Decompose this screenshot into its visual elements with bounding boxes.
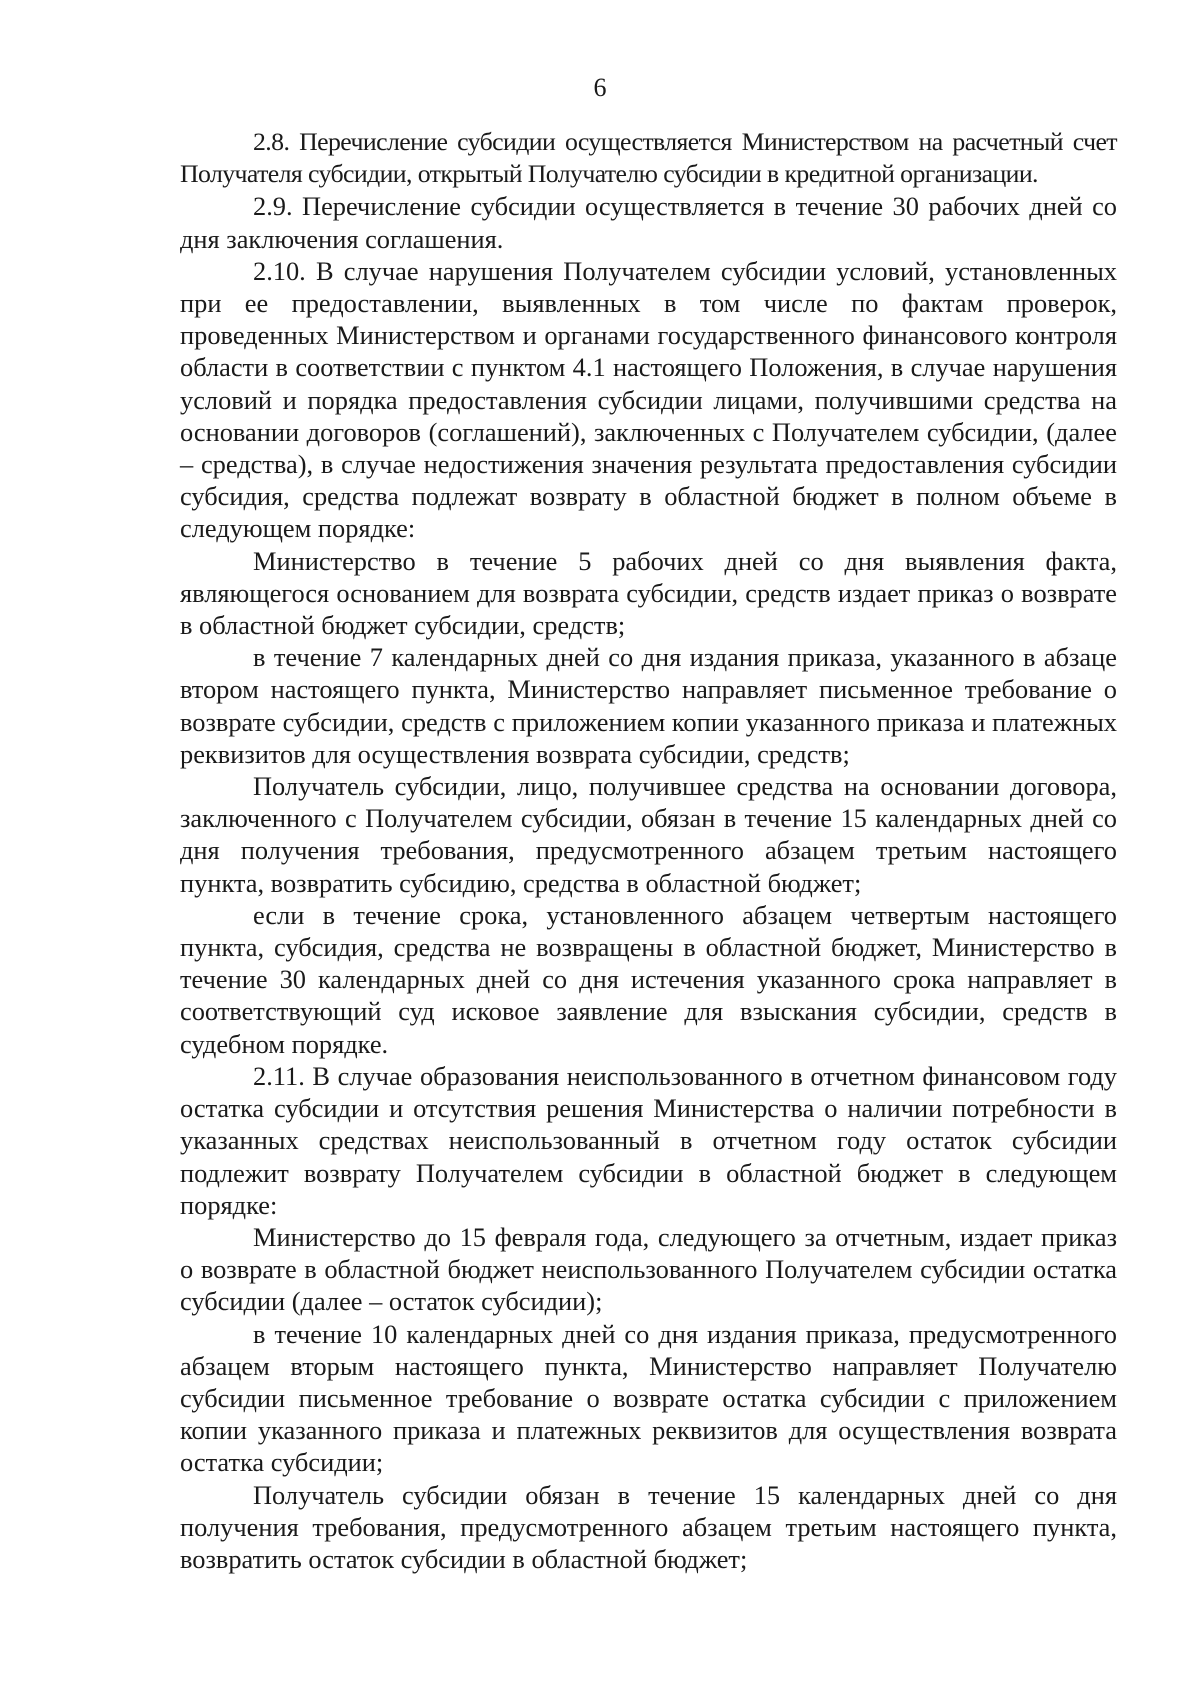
- paragraph-2-8: 2.8. Перечисление субсидии осуществляется Министерством на расчетный счет Получателя субсидии, открытый Получателю субсидии в кредитной организации.: [180, 127, 1117, 189]
- paragraph-2-9: 2.9. Перечисление субсидии осуществляется в течение 30 рабочих дней со дня заключения соглашения.: [180, 191, 1117, 254]
- page-number: 6: [593, 73, 607, 102]
- paragraph-2-10-recipient-return: Получатель субсидии, лицо, получившее средства на основании договора, заключенного с Получателем субсидии, обязан в течение 15 календарных дней со дня получения требования, предусмотренного абзацем третьим настоящего пункта, возвратить субсидию, средства в областной бюджет;: [180, 771, 1117, 898]
- paragraph-2-11-recipient-return: Получатель субсидии обязан в течение 15 календарных дней со дня получения требования, предусмотренного абзацем третьим настоящего пункта, возвратить остаток субсидии в областной бюджет;: [180, 1479, 1117, 1574]
- paragraph-2-10-ministry-order: Министерство в течение 5 рабочих дней со дня выявления факта, являющегося основанием для возврата субсидии, средств издает приказ о возврате в областной бюджет субсидии, средств;: [180, 545, 1117, 641]
- paragraph-2-11-ministry-order: Министерство до 15 февраля года, следующего за отчетным, издает приказ о возврате в областной бюджет неиспользованного Получателем субсидии остатка субсидии (далее – остаток субсидии);: [180, 1221, 1117, 1317]
- paragraph-2-10-court-claim: если в течение срока, установленного абзацем четвертым настоящего пункта, субсидия, средства не возвращены в областной бюджет, Министерство в течение 30 календарных дней со дня истечения указанного срока направляет в соответствующий суд исковое заявление для взыскания субсидии, средств в судебном порядке.: [180, 899, 1117, 1059]
- paragraph-2-11-written-demand: в течение 10 календарных дней со дня издания приказа, предусмотренного абзацем вторым настоящего пункта, Министерство направляет Получателю субсидии письменное требование о возврате остатка субсидии с приложением копии указанного приказа и платежных реквизитов для осуществления возврата остатка субсидии;: [180, 1318, 1117, 1478]
- paragraph-2-11: 2.11. В случае образования неиспользованного в отчетном финансовом году остатка субсидии и отсутствия решения Министерства о наличии потребности в указанных средствах неиспользованный в отчетном году остаток субсидии подлежит возврату Получателем субсидии в областной бюджет в следующем порядке:: [180, 1060, 1117, 1220]
- paragraph-2-10: 2.10. В случае нарушения Получателем субсидии условий, установленных при ее предоставлении, выявленных в том числе по фактам проверок, проведенных Министерством и органами государственного финансового контроля области в соответствии с пунктом 4.1 настоящего Положения, в случае нарушения условий и порядка предоставления субсидии лицами, получившими средства на основании договоров (соглашений), заключенных с Получателем субсидии, (далее – средства), в случае недостижения значения результата предоставления субсидии субсидия, средства подлежат возврату в областной бюджет в полном объеме в следующем порядке:: [180, 255, 1117, 544]
- paragraph-2-10-written-demand: в течение 7 календарных дней со дня издания приказа, указанного в абзаце втором настоящего пункта, Министерство направляет письменное требование о возврате субсидии, средств с приложением копии указанного приказа и платежных реквизитов для осуществления возврата субсидии, средств;: [180, 642, 1117, 769]
- document-body: [180, 126, 1117, 1575]
